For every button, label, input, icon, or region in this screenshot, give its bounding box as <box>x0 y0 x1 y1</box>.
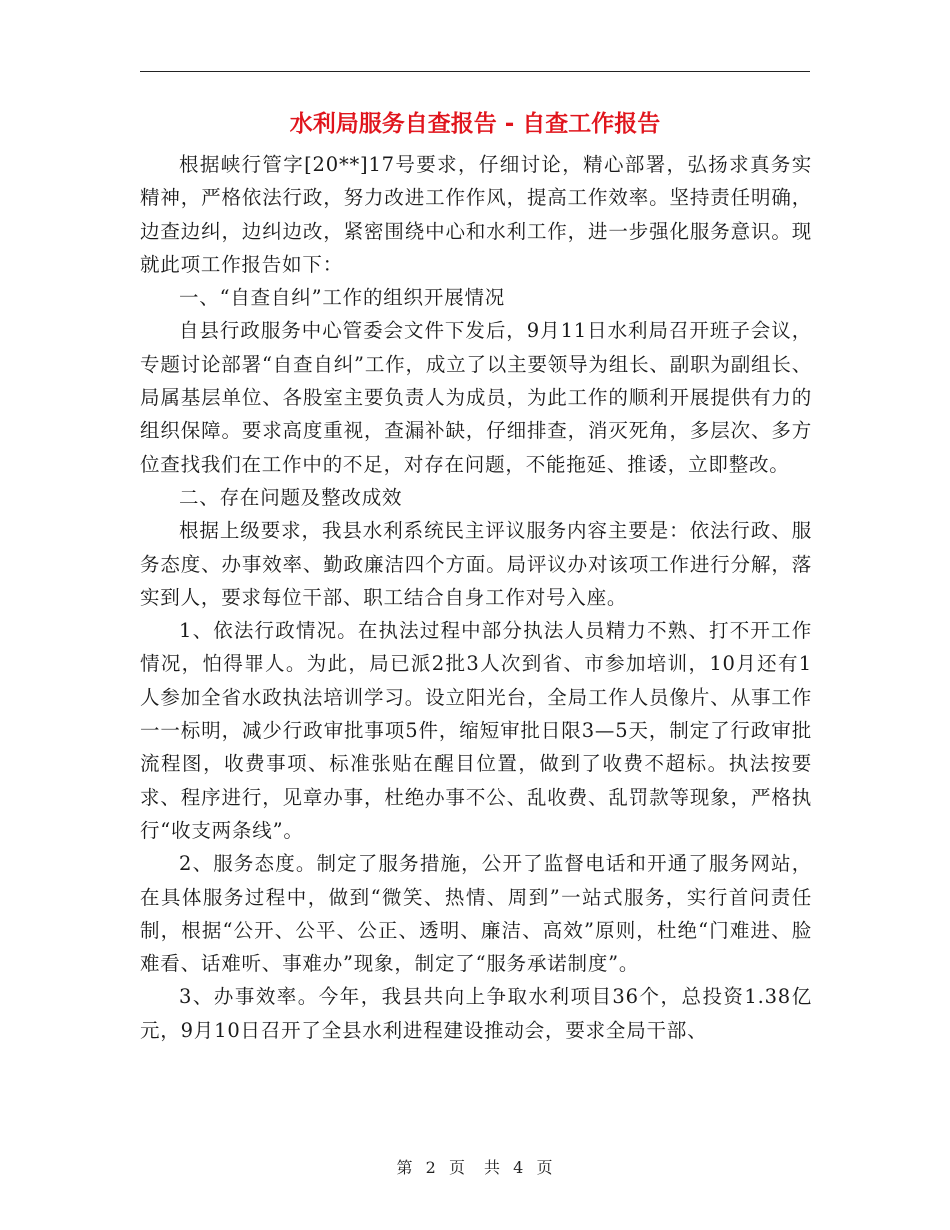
footer-current-page: 2 <box>425 1158 437 1177</box>
paragraph-intro: 根据峡行管字[20**]17号要求，仔细讨论，精心部署，弘扬求真务实精神，严格依法行政，努力改进工作作风，提高工作效率。坚持责任明确，边查边纠，边纠边改，紧密围绕中心和水利工作，进一步强化服务意识。现就此项工作报告如下： <box>140 153 812 276</box>
document-title: 水利局服务自查报告 - 自查工作报告 <box>289 111 661 137</box>
header-rule <box>140 71 810 72</box>
section-heading-2: 二、存在问题及整改成效 <box>179 485 403 509</box>
page-footer <box>0 1155 950 1178</box>
paragraph-law-enforcement: 1、依法行政情况。在执法过程中部分执法人员精力不熟、打不开工作情况，怕得罪人。为此，局已派2批3人次到省、市参加培训，10月还有1人参加全省水政执法培训学习。设立阳光台，全局工作人员像片、从事工作一一标明，减少行政审批事项5件，缩短审批日限3—5天，制定了行政审批流程图，收费事项、标准张贴在醒目位置，做到了收费不超标。执法按要求、程序进行，见章办事，杜绝办事不公、乱收费、乱罚款等现象，严格执行“收支两条线”。 <box>140 619 812 842</box>
footer-total-pages: 4 <box>513 1158 525 1177</box>
paragraph-organization: 自县行政服务中心管委会文件下发后，9月11日水利局召开班子会议，专题讨论部署“自查自纠”工作，成立了以主要领导为组长、副职为副组长、局属基层单位、各股室主要负责人为成员，为此工作的顺利开展提供有力的组织保障。要求高度重视，查漏补缺，仔细排查，消灭死角，多层次、多方位查找我们在工作中的不足，对存在问题，不能拖延、推诿，立即整改。 <box>140 319 812 476</box>
footer-label-unit: 页 <box>448 1158 466 1177</box>
footer-label-unit-end: 页 <box>536 1158 554 1177</box>
paragraph-efficiency: 3、办事效率。今年，我县共向上争取水利项目36个，总投资1.38亿元，9月10日召开了全县水利进程建设推动会，要求全局干部、 <box>140 985 812 1042</box>
document-body <box>140 148 812 1047</box>
footer-label-total: 共 <box>484 1158 502 1177</box>
paragraph-requirements: 根据上级要求，我县水利系统民主评议服务内容主要是：依法行政、服务态度、办事效率、勤政廉洁四个方面。局评议办对该项工作进行分解，落实到人，要求每位干部、职工结合自身工作对号入座。 <box>140 519 812 609</box>
paragraph-service-attitude: 2、服务态度。制定了服务措施，公开了监督电话和开通了服务网站，在具体服务过程中，做到“微笑、热情、周到”一站式服务，实行首问责任制，根据“公开、公平、公正、透明、廉洁、高效”原则，杜绝“门难进、脸难看、话难听、事难办”现象，制定了“服务承诺制度”。 <box>140 852 812 976</box>
footer-label-page: 第 <box>396 1158 414 1177</box>
section-heading-1: 一、“自查自纠”工作的组织开展情况 <box>179 286 506 310</box>
